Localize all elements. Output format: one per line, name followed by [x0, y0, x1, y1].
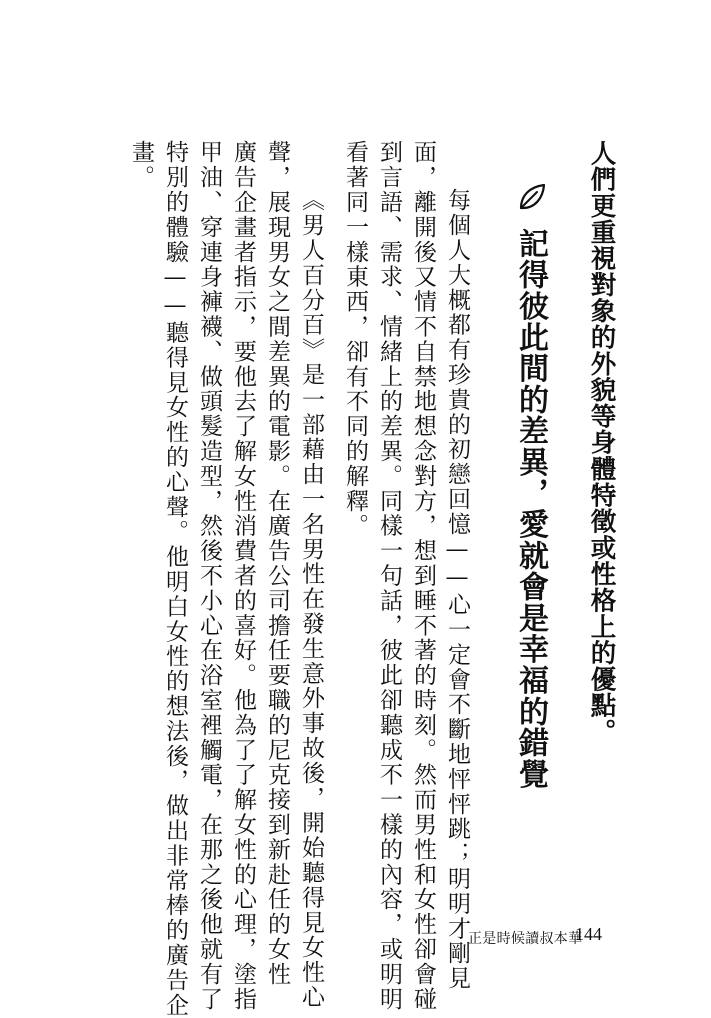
paragraph-2-line-1: 《男人百分百》是一部藉由一名男性在發生意外事故後，開始聽得見女性心	[298, 188, 324, 1010]
paragraph-2-line-2: 聲，展現男女之間差異的電影。在廣告公司擔任要職的尼克接到新赴任的女性	[264, 140, 290, 987]
paragraph-2-line-4: 甲油、穿連身褲襪、做頭髮造型，然後不小心在浴室裡觸電，在那之後他就有了	[196, 140, 222, 1012]
paragraph-1-line-1: 每個人大概都有珍貴的初戀回憶——心一定會不斷地怦怦跳；明明才剛見	[444, 188, 470, 991]
paragraph-1-line-2: 面，離開後又情不自禁地想念對方，想到睡不著的時刻。然而男性和女性卻會碰	[410, 140, 436, 1012]
section-heading: 記得彼此間的差異，愛就會是幸福的錯覺	[513, 228, 548, 790]
intro-line: 人們更重視對象的外貌等身體特徵或性格上的優點。	[586, 140, 617, 745]
paragraph-1-line-3: 到言語、需求、情緒上的差異。同樣一句話，彼此卻聽成不一樣的內容，或明明	[376, 140, 402, 1012]
footer-book-title: 正是時候讀叔本華	[468, 931, 583, 947]
paragraph-2-line-5: 特別的體驗——聽得見女性的心聲。他明白女性的想法後，做出非常棒的廣告企	[162, 140, 188, 1018]
paragraph-2-line-6: 畫。	[128, 140, 154, 190]
paragraph-2-line-3: 廣告企畫者指示，要他去了解女性消費者的喜好。他為了了解女性的心理，塗指	[230, 140, 256, 1012]
page-number: 144	[575, 924, 602, 944]
paragraph-1-line-4: 看著同一樣東西，卻有不同的解釋。	[342, 140, 368, 539]
leaf-icon	[515, 180, 549, 214]
